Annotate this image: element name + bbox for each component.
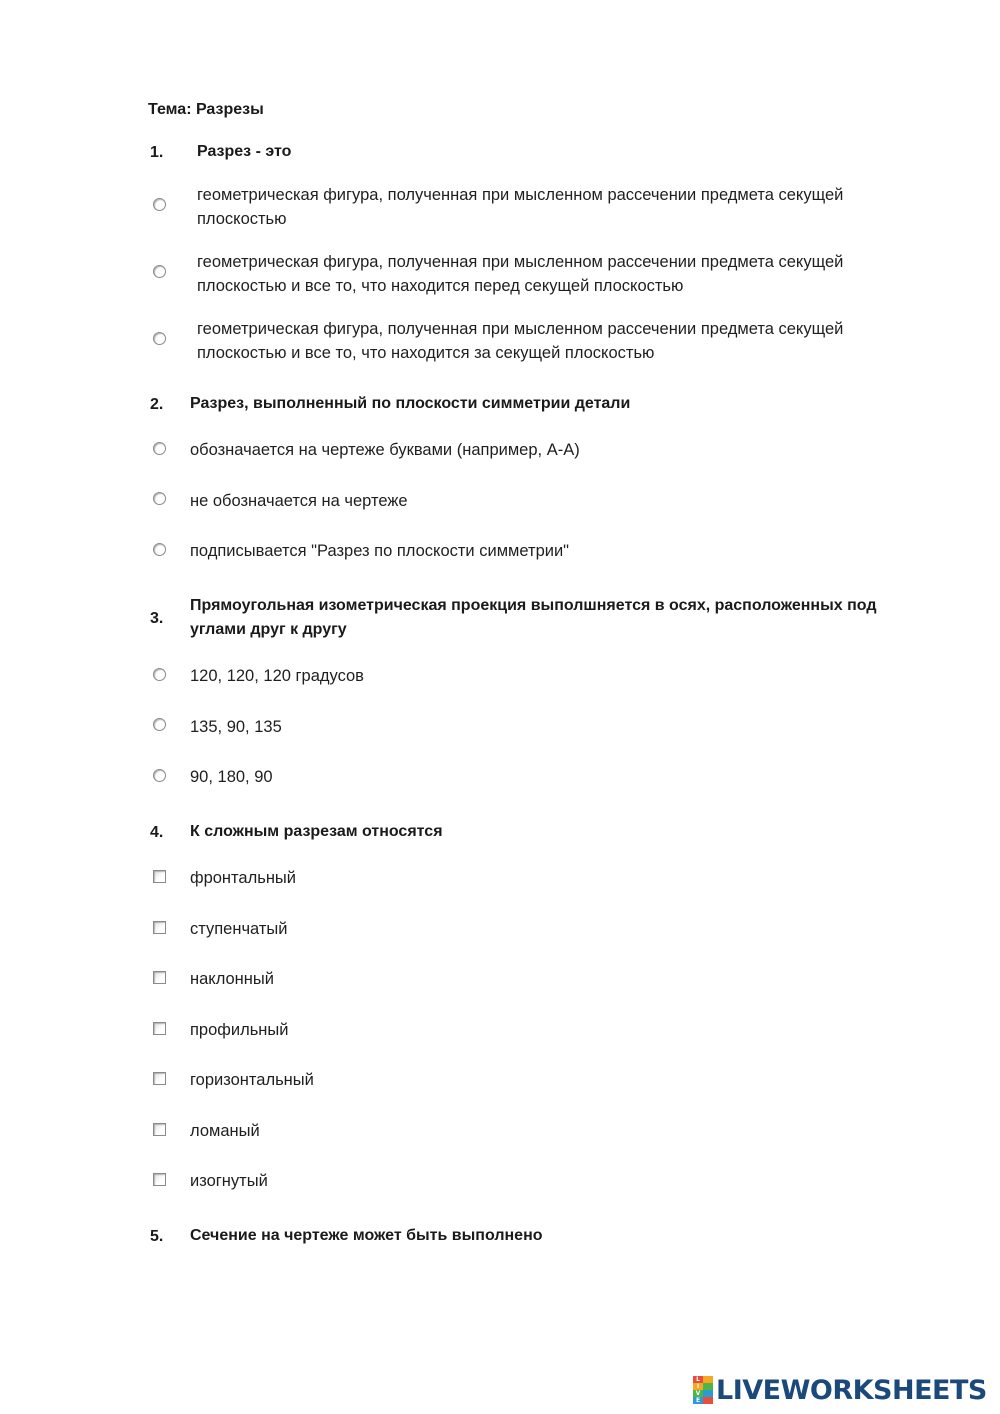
question-4-option-6-label: ломаный: [190, 1122, 260, 1140]
question-4-option-5-label: горизонтальный: [190, 1071, 314, 1089]
question-2-option-2-radio[interactable]: [153, 492, 166, 505]
question-3-option-1-radio[interactable]: [153, 668, 166, 681]
question-1-number: 1.: [150, 144, 164, 161]
question-2-option-3-label: подписывается "Разрез по плоскости симметрии": [190, 542, 570, 560]
question-4-option-5-checkbox[interactable]: [153, 1072, 166, 1085]
question-4-option-4-checkbox[interactable]: [153, 1022, 166, 1035]
question-4-option-6-checkbox[interactable]: [153, 1123, 166, 1136]
question-4-option-3-label: наклонный: [190, 970, 274, 988]
question-2-option-2-label: не обозначается на чертеже: [190, 492, 408, 510]
question-1-option-1-label: геометрическая фигура, полученная при мысленном рассечении предмета секущей плоскостью: [197, 186, 844, 228]
question-3-option-2-label: 135, 90, 135: [190, 718, 282, 736]
question-1-option-2-label: геометрическая фигура, полученная при мысленном рассечении предмета секущей плоскостью и все то, что находится перед секущей плоскостью: [197, 253, 844, 295]
question-2-option-1-radio[interactable]: [153, 442, 166, 455]
page-title: Тема: Разрезы: [148, 101, 264, 118]
question-5-text: Сечение на чертеже может быть выполнено: [190, 1227, 543, 1244]
question-4-option-1-checkbox[interactable]: [153, 870, 166, 883]
question-3-option-1-label: 120, 120, 120 градусов: [190, 667, 364, 685]
liveworksheets-logo-text: LIVEWORKSHEETS: [716, 1374, 987, 1406]
question-4-option-2-label: ступенчатый: [190, 920, 288, 938]
question-5-number: 5.: [150, 1228, 164, 1245]
question-1-option-3-label: геометрическая фигура, полученная при мысленном рассечении предмета секущей плоскостью и все то, что находится за секущей плоскостью: [197, 320, 844, 362]
question-4-option-1-label: фронтальный: [190, 869, 297, 887]
question-3-option-3-label: 90, 180, 90: [190, 768, 273, 786]
question-1-text: Разрез - это: [197, 143, 292, 160]
question-4-option-2-checkbox[interactable]: [153, 921, 166, 934]
question-3-option-3-radio[interactable]: [153, 769, 166, 782]
question-2-number: 2.: [150, 396, 164, 413]
question-4-number: 4.: [150, 824, 164, 841]
question-4-option-7-checkbox[interactable]: [153, 1173, 166, 1186]
question-1-option-2-radio[interactable]: [153, 265, 166, 278]
liveworksheets-logo: [693, 1375, 987, 1405]
question-4-option-7-label: изогнутый: [190, 1172, 268, 1190]
liveworksheets-logo-icon: L I V E: [693, 1376, 713, 1404]
question-4-text: К сложным разрезам относятся: [190, 823, 443, 840]
question-2-option-3-radio[interactable]: [153, 543, 166, 556]
question-2-text: Разрез, выполненный по плоскости симметрии детали: [190, 395, 631, 412]
question-3-option-2-radio[interactable]: [153, 718, 166, 731]
question-3-number: 3.: [150, 610, 164, 627]
question-4-option-3-checkbox[interactable]: [153, 971, 166, 984]
question-2-option-1-label: обозначается на чертеже буквами (например, А-А): [190, 441, 580, 459]
question-3-text: Прямоугольная изометрическая проекция выполшняется в осях, расположенных под углами друг к другу: [190, 597, 877, 638]
question-1-option-1-radio[interactable]: [153, 198, 166, 211]
question-4-option-4-label: профильный: [190, 1021, 289, 1039]
question-1-option-3-radio[interactable]: [153, 332, 166, 345]
